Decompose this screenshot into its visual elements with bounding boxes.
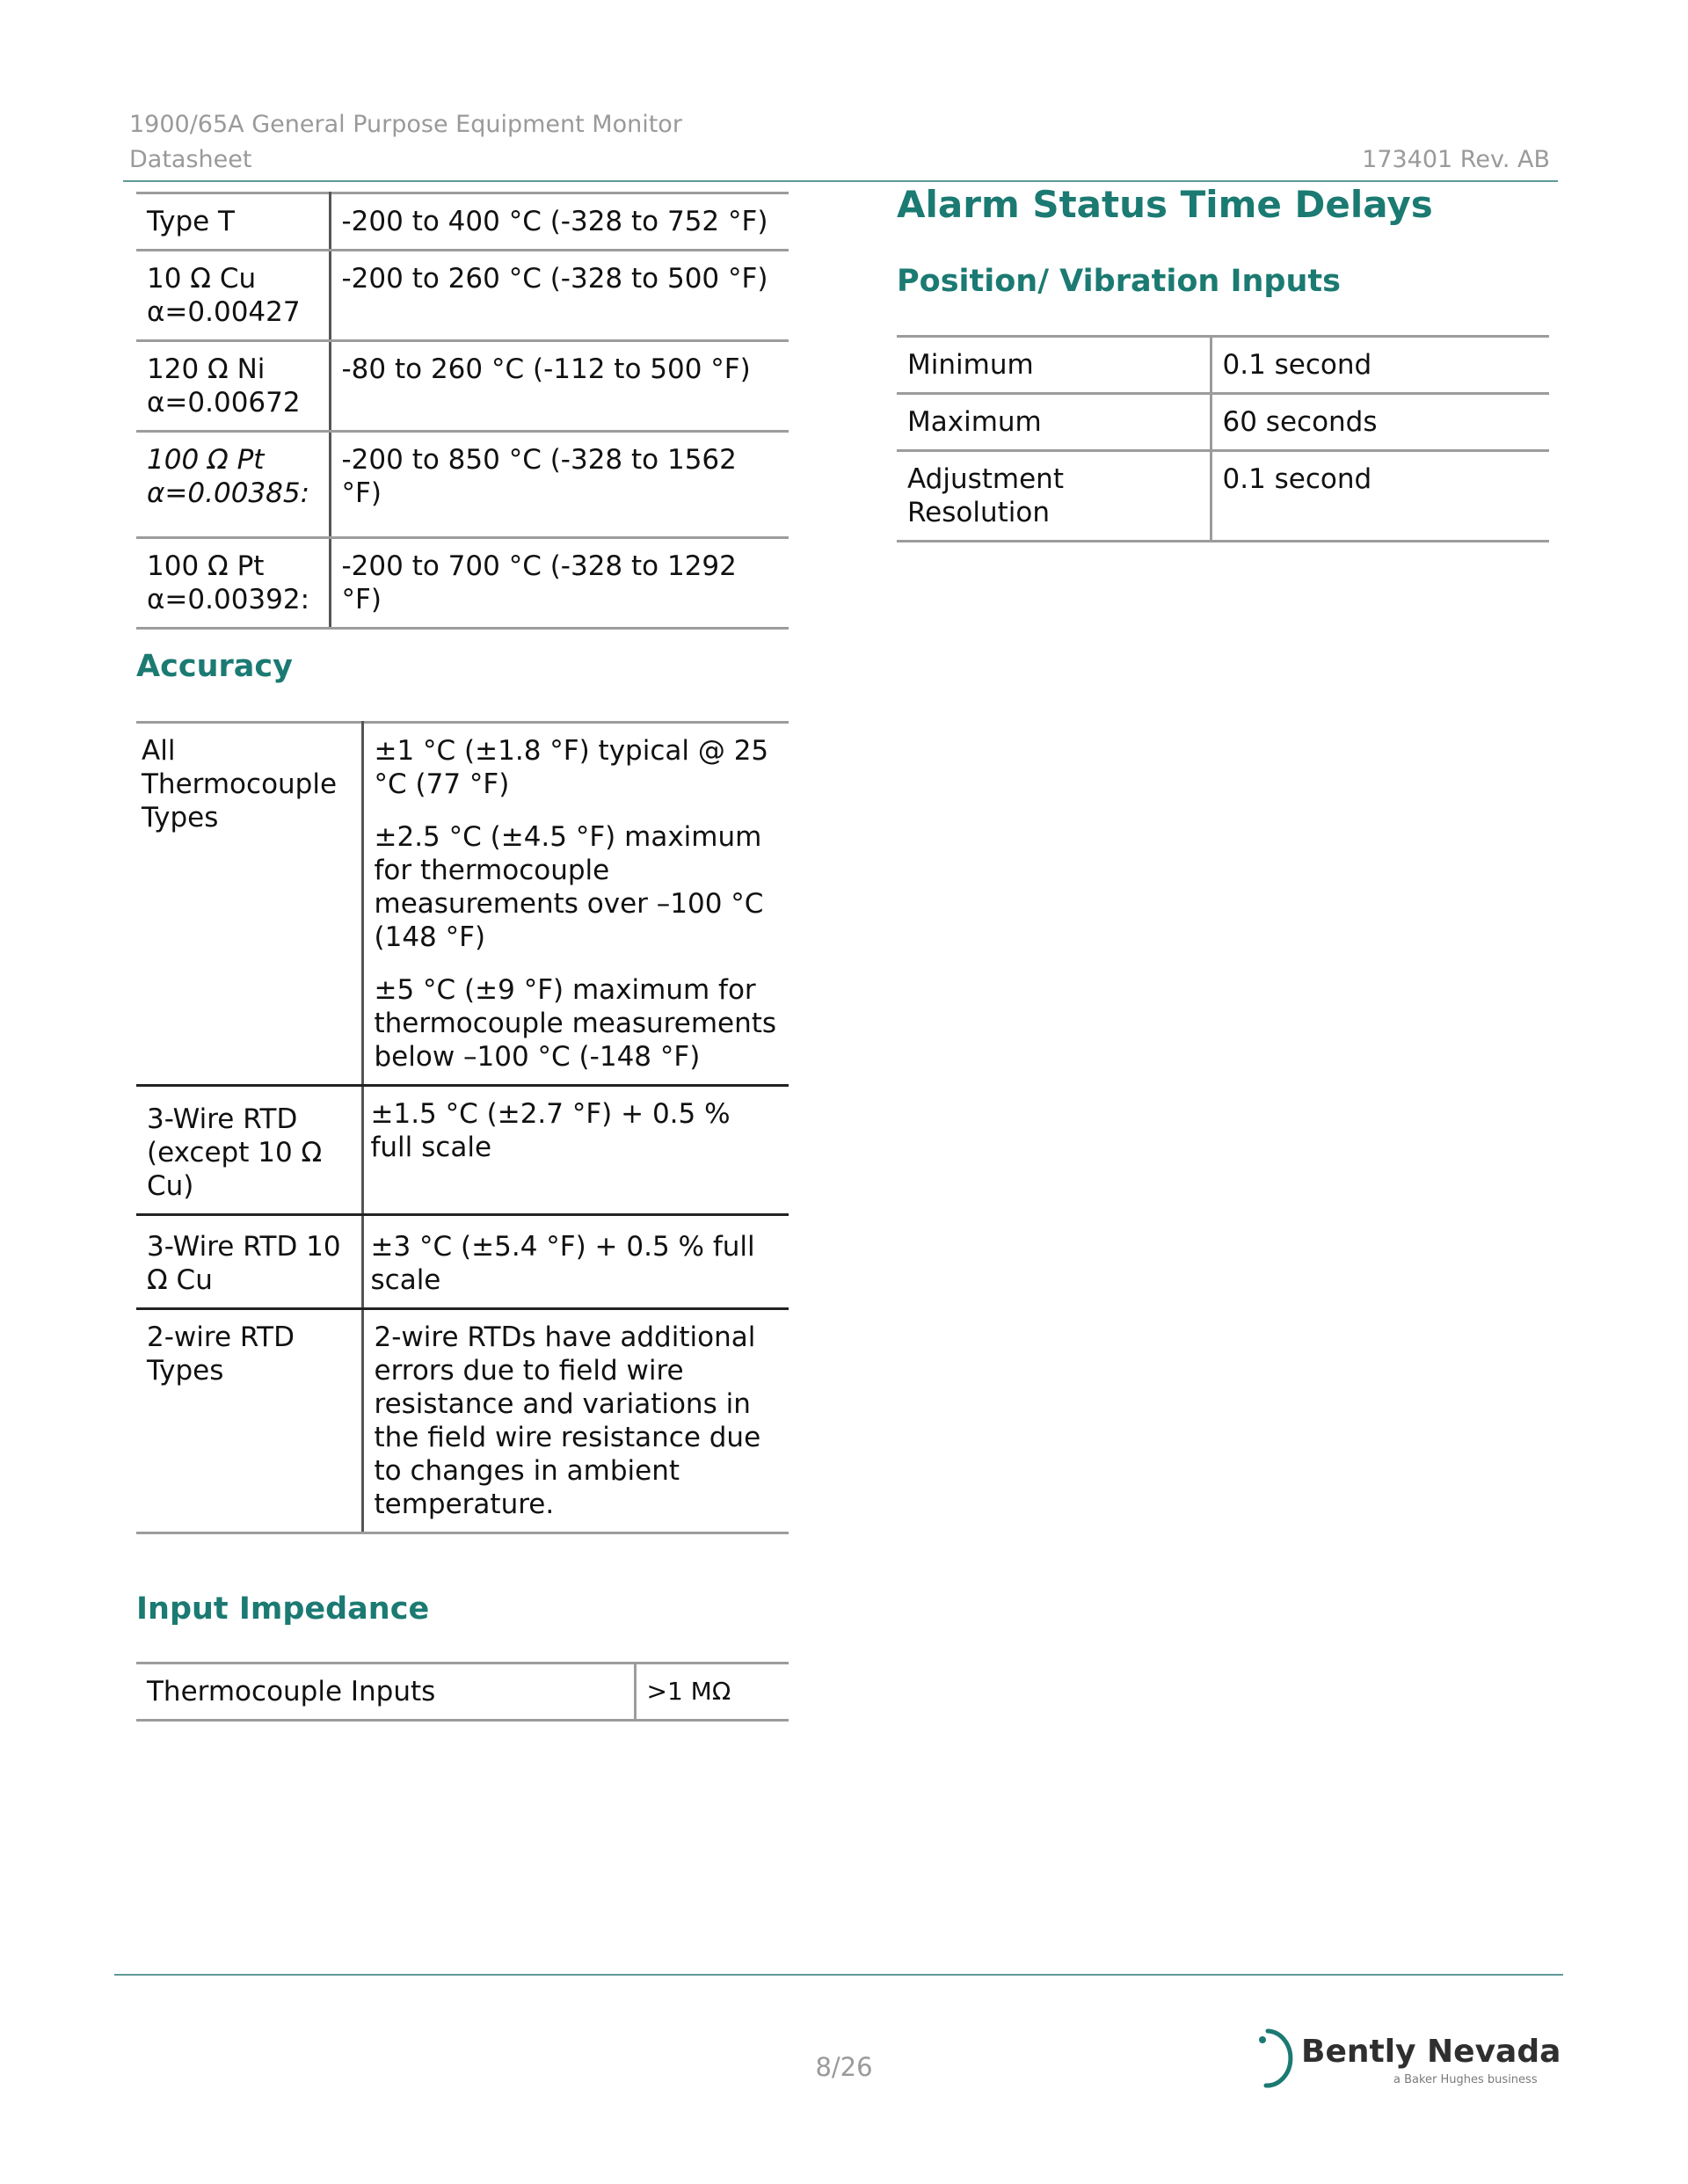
table-row [136, 723, 789, 1086]
brand-name: Bently Nevada [1301, 2034, 1561, 2070]
sensor-range: -200 to 850 °C (-328 to 1562 °F) [330, 432, 789, 538]
table-row [136, 251, 789, 341]
sensor-type-cell [136, 538, 330, 629]
document-type: Datasheet [129, 146, 252, 173]
sensor-type-cell [136, 341, 330, 432]
table-row [897, 337, 1549, 394]
accuracy-value: ±1.5 °C (±2.7 °F) + 0.5 % full scale [362, 1086, 789, 1215]
accuracy-label: 3-Wire RTD 10 Ω Cu [136, 1215, 362, 1309]
delay-label: Adjustment Resolution [897, 451, 1211, 542]
table-row [897, 451, 1549, 542]
table-row [136, 1086, 789, 1215]
sensor-range: -80 to 260 °C (-112 to 500 °F) [330, 341, 789, 432]
sensor-alpha: α=0.00672 [147, 387, 301, 419]
document-title: 1900/65A General Purpose Equipment Monitor [129, 111, 682, 138]
table-row [136, 193, 789, 251]
alarm-delays-table [897, 335, 1549, 542]
delay-value: 60 seconds [1211, 394, 1549, 451]
delay-value: 0.1 second [1211, 451, 1549, 542]
sensor-type: 100 Ω Pt [147, 444, 265, 476]
sensor-alpha: α=0.00385: [147, 477, 310, 509]
impedance-value: >1 MΩ [635, 1663, 789, 1721]
table-row [136, 1663, 789, 1721]
header-divider [123, 180, 1558, 182]
page-number: 8/26 [815, 2052, 873, 2082]
accuracy-heading: Accuracy [136, 649, 293, 684]
brand-tagline: a Baker Hughes business [1393, 2073, 1538, 2086]
table-row [136, 538, 789, 629]
accuracy-value: ±5 °C (±9 °F) maximum for thermocouple measurements below –100 °C (-148 °F) [374, 974, 777, 1073]
sensor-alpha: α=0.00392: [147, 584, 310, 615]
table-row [136, 432, 789, 538]
accuracy-value: 2-wire RTDs have additional errors due to field wire resistance and variations in the field wire resistance due to changes in ambient temperature. [362, 1309, 789, 1533]
accuracy-table [136, 721, 789, 1534]
sensor-type: 120 Ω Ni [147, 353, 266, 385]
footer-divider [114, 1974, 1563, 1976]
impedance-label: Thermocouple Inputs [136, 1663, 635, 1721]
sensor-type-cell [136, 193, 330, 251]
sensor-range: -200 to 260 °C (-328 to 500 °F) [330, 251, 789, 341]
accuracy-value: ±3 °C (±5.4 °F) + 0.5 % full scale [362, 1215, 789, 1309]
sensor-type: 100 Ω Pt [147, 550, 265, 582]
position-vibration-heading: Position/ Vibration Inputs [897, 264, 1341, 299]
input-impedance-table [136, 1662, 789, 1722]
sensor-range-table [136, 192, 789, 630]
input-impedance-heading: Input Impedance [136, 1591, 430, 1627]
accuracy-value: ±2.5 °C (±4.5 °F) maximum for thermocouple measurements over –100 °C (148 °F) [374, 821, 764, 953]
table-row [136, 1215, 789, 1309]
sensor-type: Type T [147, 206, 235, 237]
alarm-delays-heading: Alarm Status Time Delays [897, 183, 1433, 226]
sensor-alpha: α=0.00427 [147, 296, 301, 328]
delay-value: 0.1 second [1211, 337, 1549, 394]
delay-label: Minimum [897, 337, 1211, 394]
accuracy-value: ±1 °C (±1.8 °F) typical @ 25 °C (77 °F) [374, 735, 769, 800]
delay-label: Maximum [897, 394, 1211, 451]
table-row [136, 341, 789, 432]
sensor-type: 10 Ω Cu [147, 263, 257, 295]
sensor-range: -200 to 400 °C (-328 to 752 °F) [330, 193, 789, 251]
document-number: 173401 Rev. AB [1362, 146, 1550, 173]
accuracy-label: 3-Wire RTD (except 10 Ω Cu) [136, 1086, 362, 1215]
accuracy-value-cell [362, 723, 789, 1086]
accuracy-label: 2-wire RTD Types [136, 1309, 362, 1533]
table-row [897, 394, 1549, 451]
document-header [129, 107, 682, 178]
table-row [136, 1309, 789, 1533]
sensor-type-cell [136, 432, 330, 538]
accuracy-label: All Thermocouple Types [136, 723, 362, 1086]
sensor-type-cell [136, 251, 330, 341]
sensor-range: -200 to 700 °C (-328 to 1292 °F) [330, 538, 789, 629]
